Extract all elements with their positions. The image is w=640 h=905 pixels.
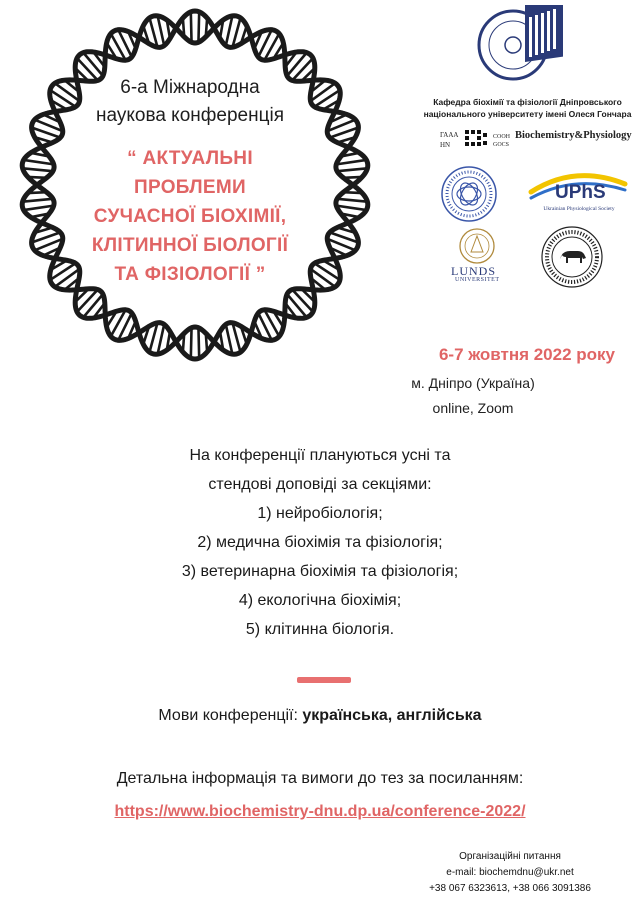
dna-rung xyxy=(83,294,103,317)
contact-phones: +38 067 6323613, +38 066 3091386 xyxy=(429,883,591,894)
university-logo xyxy=(475,5,565,83)
contact-title: Організаційні питання xyxy=(459,851,561,862)
department-line-1: Кафедра біохімії та фізіології Дніпровського xyxy=(433,97,622,107)
uphs-label: UPhS xyxy=(555,182,606,203)
sections-block xyxy=(0,443,640,646)
section-item: 3) ветеринарна біохімія та фізіологія; xyxy=(181,563,459,580)
conference-link[interactable]: https://www.biochemistry-dnu.dp.ua/conference-2022/ xyxy=(114,803,526,820)
section-item: 4) екологічна біохімія; xyxy=(238,592,402,609)
event-city: м. Дніпро (Україна) xyxy=(411,375,535,391)
languages-label: Мови конференції: xyxy=(158,707,303,724)
dna-rung xyxy=(337,168,367,171)
dna-rung xyxy=(198,12,199,42)
dna-rung xyxy=(292,290,313,312)
intro-line-2: наукова конференція xyxy=(96,105,284,126)
dna-rung xyxy=(83,53,103,76)
uphs-logo xyxy=(525,170,630,215)
biochemistry-physiology-logo xyxy=(440,127,630,153)
event-date: 6-7 жовтня 2022 року xyxy=(438,345,615,364)
title-line-5: ТА ФІЗІОЛОГІЇ ” xyxy=(114,264,266,285)
dna-rung xyxy=(23,199,53,202)
languages-value: українська, англійська xyxy=(302,707,482,724)
title-line-3: СУЧАСНОЇ БІОХІМІЇ, xyxy=(93,206,287,227)
dna-rung xyxy=(191,12,192,42)
title-line-4: КЛІТИННОЇ БІОЛОГІЇ xyxy=(91,235,289,256)
svg-text:ГААА: ГААА xyxy=(440,131,459,139)
conference-title xyxy=(60,144,320,289)
languages-line xyxy=(0,707,640,725)
lunds-subtitle: UNIVERSITET xyxy=(455,277,500,283)
contact-block xyxy=(390,849,630,897)
contact-email: e-mail: biochemdnu@ukr.net xyxy=(446,867,574,878)
biochemical-society-seal xyxy=(440,165,498,223)
department-name xyxy=(420,96,635,120)
title-line-1: “ АКТУАЛЬНІ xyxy=(127,148,253,169)
svg-text:НN: НN xyxy=(440,141,451,149)
dna-rung xyxy=(77,290,98,312)
biochemistry-physiology-label: Biochemistry&Physiology xyxy=(515,130,632,141)
section-item: 2) медична біохімія та фізіологія; xyxy=(197,534,443,551)
conference-intro xyxy=(70,74,310,130)
dna-rung xyxy=(337,199,367,202)
section-item: 1) нейробіологія; xyxy=(257,505,383,522)
sections-intro-1: На конференції плануються усні та xyxy=(189,447,451,464)
dna-rung xyxy=(23,168,53,171)
divider xyxy=(297,677,351,683)
title-line-2: ПРОБЛЕМИ xyxy=(134,177,246,198)
dna-rung xyxy=(191,328,192,358)
section-item: 5) клітинна біологія. xyxy=(245,621,395,638)
intro-line-1: 6-а Міжнародна xyxy=(120,77,260,98)
svg-text:GOCS: GOCS xyxy=(493,142,510,148)
lunds-label: LUNDS xyxy=(451,264,497,278)
dna-rung xyxy=(287,53,307,76)
event-format: online, Zoom xyxy=(432,400,514,416)
dna-rung xyxy=(198,328,199,358)
dna-rung xyxy=(287,294,307,317)
kielanowski-institute-seal xyxy=(540,225,604,289)
svg-text:СООН: СООН xyxy=(493,134,511,140)
lund-university-logo xyxy=(447,226,507,286)
department-line-2: національного університету імені Олеся Гончара xyxy=(423,109,632,119)
uphs-subtitle: Ukrainian Physiological Society xyxy=(543,206,615,212)
sections-intro-2: стендові доповіді за секціями: xyxy=(208,476,432,493)
details-text: Детальна інформація та вимоги до тез за посиланням: xyxy=(116,770,524,787)
